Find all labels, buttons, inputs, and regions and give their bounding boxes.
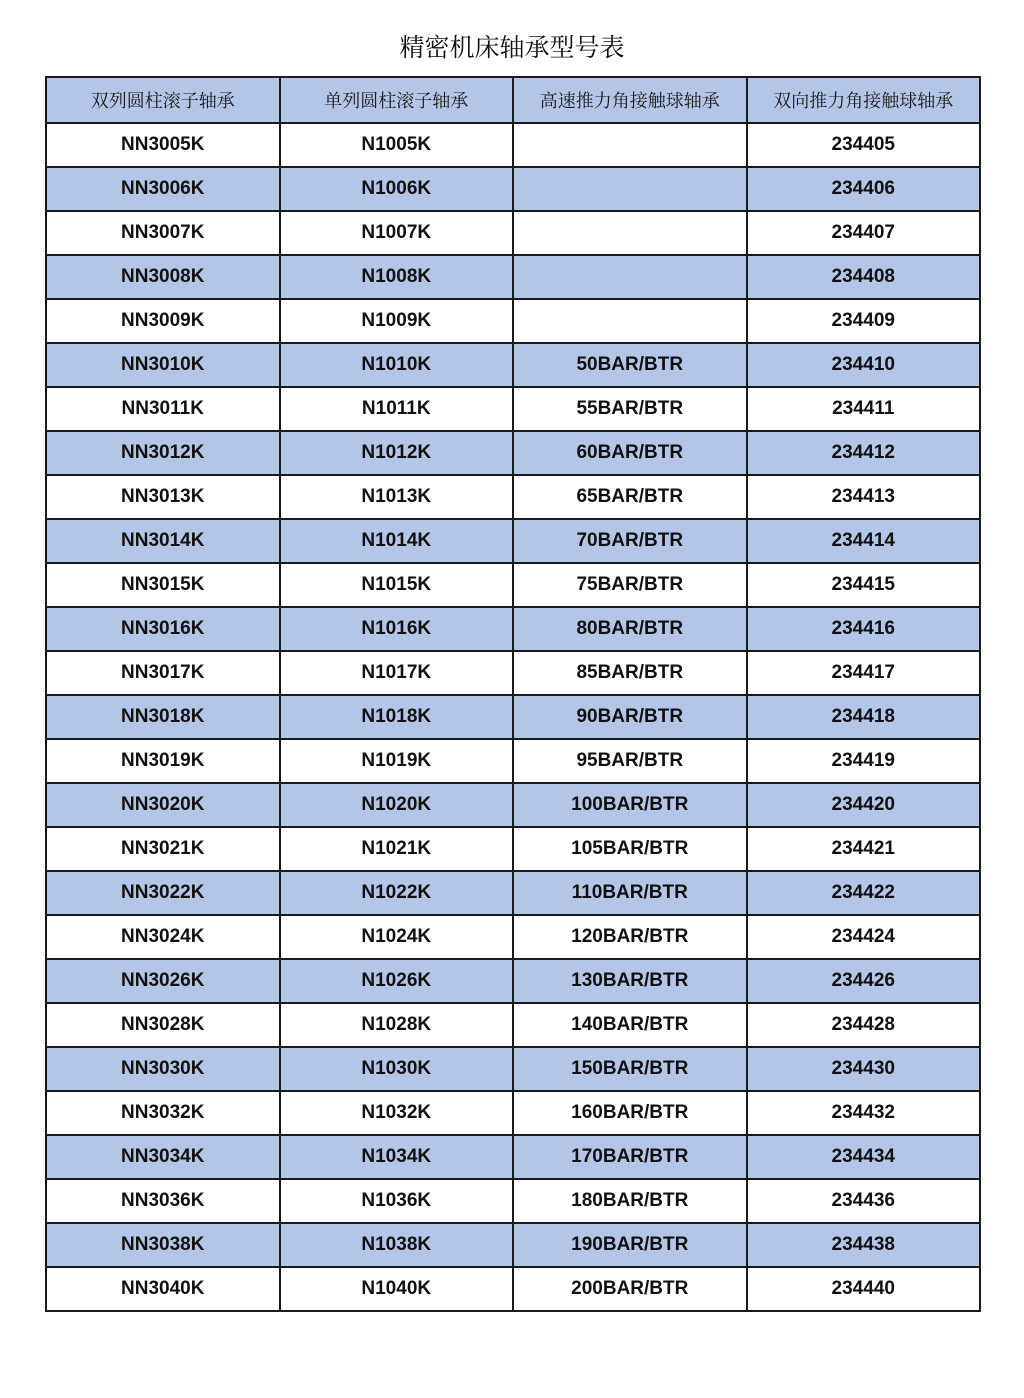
- single-row-cylindrical-cell: N1007K: [280, 211, 514, 255]
- double-row-cylindrical-cell: NN3009K: [46, 299, 280, 343]
- double-row-cylindrical-cell: NN3006K: [46, 167, 280, 211]
- double-row-cylindrical-cell: NN3016K: [46, 607, 280, 651]
- double-direction-thrust-cell: 234430: [747, 1047, 981, 1091]
- table-row: [46, 1091, 980, 1135]
- table-row: [46, 1267, 980, 1311]
- high-speed-thrust-cell: [513, 299, 747, 343]
- high-speed-thrust-cell: 110BAR/BTR: [513, 871, 747, 915]
- single-row-cylindrical-cell: N1028K: [280, 1003, 514, 1047]
- header-cell: 双列圆柱滚子轴承: [46, 77, 280, 123]
- double-row-cylindrical-cell: NN3038K: [46, 1223, 280, 1267]
- single-row-cylindrical-cell: N1014K: [280, 519, 514, 563]
- table-row: [46, 1223, 980, 1267]
- double-direction-thrust-cell: 234428: [747, 1003, 981, 1047]
- double-row-cylindrical-cell: NN3030K: [46, 1047, 280, 1091]
- high-speed-thrust-cell: [513, 255, 747, 299]
- single-row-cylindrical-cell: N1016K: [280, 607, 514, 651]
- double-direction-thrust-cell: 234432: [747, 1091, 981, 1135]
- high-speed-thrust-cell: 75BAR/BTR: [513, 563, 747, 607]
- double-row-cylindrical-cell: NN3032K: [46, 1091, 280, 1135]
- table-row: [46, 1135, 980, 1179]
- high-speed-thrust-cell: 190BAR/BTR: [513, 1223, 747, 1267]
- double-direction-thrust-cell: 234424: [747, 915, 981, 959]
- single-row-cylindrical-cell: N1018K: [280, 695, 514, 739]
- double-row-cylindrical-cell: NN3020K: [46, 783, 280, 827]
- double-row-cylindrical-cell: NN3018K: [46, 695, 280, 739]
- single-row-cylindrical-cell: N1008K: [280, 255, 514, 299]
- double-row-cylindrical-cell: NN3007K: [46, 211, 280, 255]
- double-direction-thrust-cell: 234416: [747, 607, 981, 651]
- single-row-cylindrical-cell: N1009K: [280, 299, 514, 343]
- table-row: [46, 607, 980, 651]
- double-row-cylindrical-cell: NN3022K: [46, 871, 280, 915]
- table-header-row: [46, 77, 980, 123]
- high-speed-thrust-cell: 140BAR/BTR: [513, 1003, 747, 1047]
- high-speed-thrust-cell: 80BAR/BTR: [513, 607, 747, 651]
- high-speed-thrust-cell: [513, 123, 747, 167]
- table-row: [46, 255, 980, 299]
- high-speed-thrust-cell: 85BAR/BTR: [513, 651, 747, 695]
- table-row: [46, 651, 980, 695]
- high-speed-thrust-cell: 160BAR/BTR: [513, 1091, 747, 1135]
- single-row-cylindrical-cell: N1040K: [280, 1267, 514, 1311]
- high-speed-thrust-cell: 170BAR/BTR: [513, 1135, 747, 1179]
- double-direction-thrust-cell: 234411: [747, 387, 981, 431]
- single-row-cylindrical-cell: N1013K: [280, 475, 514, 519]
- single-row-cylindrical-cell: N1006K: [280, 167, 514, 211]
- high-speed-thrust-cell: 70BAR/BTR: [513, 519, 747, 563]
- table-row: [46, 827, 980, 871]
- double-row-cylindrical-cell: NN3005K: [46, 123, 280, 167]
- single-row-cylindrical-cell: N1030K: [280, 1047, 514, 1091]
- double-direction-thrust-cell: 234421: [747, 827, 981, 871]
- double-direction-thrust-cell: 234420: [747, 783, 981, 827]
- table-row: [46, 959, 980, 1003]
- single-row-cylindrical-cell: N1015K: [280, 563, 514, 607]
- header-cell: 高速推力角接触球轴承: [513, 77, 747, 123]
- double-row-cylindrical-cell: NN3014K: [46, 519, 280, 563]
- double-row-cylindrical-cell: NN3011K: [46, 387, 280, 431]
- double-row-cylindrical-cell: NN3010K: [46, 343, 280, 387]
- single-row-cylindrical-cell: N1019K: [280, 739, 514, 783]
- table-row: [46, 167, 980, 211]
- high-speed-thrust-cell: 95BAR/BTR: [513, 739, 747, 783]
- double-direction-thrust-cell: 234412: [747, 431, 981, 475]
- double-direction-thrust-cell: 234418: [747, 695, 981, 739]
- table-row: [46, 123, 980, 167]
- double-row-cylindrical-cell: NN3013K: [46, 475, 280, 519]
- single-row-cylindrical-cell: N1017K: [280, 651, 514, 695]
- high-speed-thrust-cell: 180BAR/BTR: [513, 1179, 747, 1223]
- double-direction-thrust-cell: 234406: [747, 167, 981, 211]
- table-body: [46, 123, 980, 1311]
- double-row-cylindrical-cell: NN3034K: [46, 1135, 280, 1179]
- single-row-cylindrical-cell: N1005K: [280, 123, 514, 167]
- table-row: [46, 1003, 980, 1047]
- double-direction-thrust-cell: 234414: [747, 519, 981, 563]
- double-direction-thrust-cell: 234408: [747, 255, 981, 299]
- double-row-cylindrical-cell: NN3026K: [46, 959, 280, 1003]
- table-row: [46, 915, 980, 959]
- high-speed-thrust-cell: 200BAR/BTR: [513, 1267, 747, 1311]
- single-row-cylindrical-cell: N1036K: [280, 1179, 514, 1223]
- high-speed-thrust-cell: 105BAR/BTR: [513, 827, 747, 871]
- double-direction-thrust-cell: 234438: [747, 1223, 981, 1267]
- double-direction-thrust-cell: 234410: [747, 343, 981, 387]
- bearing-model-table: [45, 76, 981, 1312]
- double-direction-thrust-cell: 234417: [747, 651, 981, 695]
- high-speed-thrust-cell: 60BAR/BTR: [513, 431, 747, 475]
- table-row: [46, 519, 980, 563]
- single-row-cylindrical-cell: N1021K: [280, 827, 514, 871]
- double-row-cylindrical-cell: NN3028K: [46, 1003, 280, 1047]
- double-row-cylindrical-cell: NN3015K: [46, 563, 280, 607]
- high-speed-thrust-cell: 150BAR/BTR: [513, 1047, 747, 1091]
- double-direction-thrust-cell: 234434: [747, 1135, 981, 1179]
- double-row-cylindrical-cell: NN3017K: [46, 651, 280, 695]
- high-speed-thrust-cell: 90BAR/BTR: [513, 695, 747, 739]
- table-row: [46, 299, 980, 343]
- high-speed-thrust-cell: 130BAR/BTR: [513, 959, 747, 1003]
- high-speed-thrust-cell: [513, 211, 747, 255]
- page-title: 精密机床轴承型号表: [399, 33, 625, 62]
- table-row: [46, 1179, 980, 1223]
- table-header: [46, 77, 980, 123]
- table-row: [46, 343, 980, 387]
- table-row: [46, 871, 980, 915]
- table-row: [46, 739, 980, 783]
- header-cell: 双向推力角接触球轴承: [747, 77, 981, 123]
- table-row: [46, 387, 980, 431]
- table-row: [46, 1047, 980, 1091]
- single-row-cylindrical-cell: N1038K: [280, 1223, 514, 1267]
- double-direction-thrust-cell: 234413: [747, 475, 981, 519]
- table-row: [46, 563, 980, 607]
- double-direction-thrust-cell: 234415: [747, 563, 981, 607]
- single-row-cylindrical-cell: N1032K: [280, 1091, 514, 1135]
- single-row-cylindrical-cell: N1011K: [280, 387, 514, 431]
- single-row-cylindrical-cell: N1012K: [280, 431, 514, 475]
- double-direction-thrust-cell: 234426: [747, 959, 981, 1003]
- high-speed-thrust-cell: 50BAR/BTR: [513, 343, 747, 387]
- table-row: [46, 695, 980, 739]
- double-direction-thrust-cell: 234422: [747, 871, 981, 915]
- double-direction-thrust-cell: 234407: [747, 211, 981, 255]
- single-row-cylindrical-cell: N1022K: [280, 871, 514, 915]
- double-row-cylindrical-cell: NN3024K: [46, 915, 280, 959]
- high-speed-thrust-cell: 65BAR/BTR: [513, 475, 747, 519]
- single-row-cylindrical-cell: N1010K: [280, 343, 514, 387]
- double-row-cylindrical-cell: NN3040K: [46, 1267, 280, 1311]
- double-direction-thrust-cell: 234405: [747, 123, 981, 167]
- high-speed-thrust-cell: 120BAR/BTR: [513, 915, 747, 959]
- header-cell: 单列圆柱滚子轴承: [280, 77, 514, 123]
- high-speed-thrust-cell: 100BAR/BTR: [513, 783, 747, 827]
- single-row-cylindrical-cell: N1024K: [280, 915, 514, 959]
- high-speed-thrust-cell: [513, 167, 747, 211]
- double-direction-thrust-cell: 234436: [747, 1179, 981, 1223]
- double-row-cylindrical-cell: NN3036K: [46, 1179, 280, 1223]
- table-row: [46, 211, 980, 255]
- double-row-cylindrical-cell: NN3021K: [46, 827, 280, 871]
- high-speed-thrust-cell: 55BAR/BTR: [513, 387, 747, 431]
- single-row-cylindrical-cell: N1034K: [280, 1135, 514, 1179]
- table-row: [46, 431, 980, 475]
- table-row: [46, 475, 980, 519]
- double-row-cylindrical-cell: NN3012K: [46, 431, 280, 475]
- double-direction-thrust-cell: 234419: [747, 739, 981, 783]
- single-row-cylindrical-cell: N1020K: [280, 783, 514, 827]
- table-row: [46, 783, 980, 827]
- double-direction-thrust-cell: 234440: [747, 1267, 981, 1311]
- double-row-cylindrical-cell: NN3008K: [46, 255, 280, 299]
- double-row-cylindrical-cell: NN3019K: [46, 739, 280, 783]
- double-direction-thrust-cell: 234409: [747, 299, 981, 343]
- single-row-cylindrical-cell: N1026K: [280, 959, 514, 1003]
